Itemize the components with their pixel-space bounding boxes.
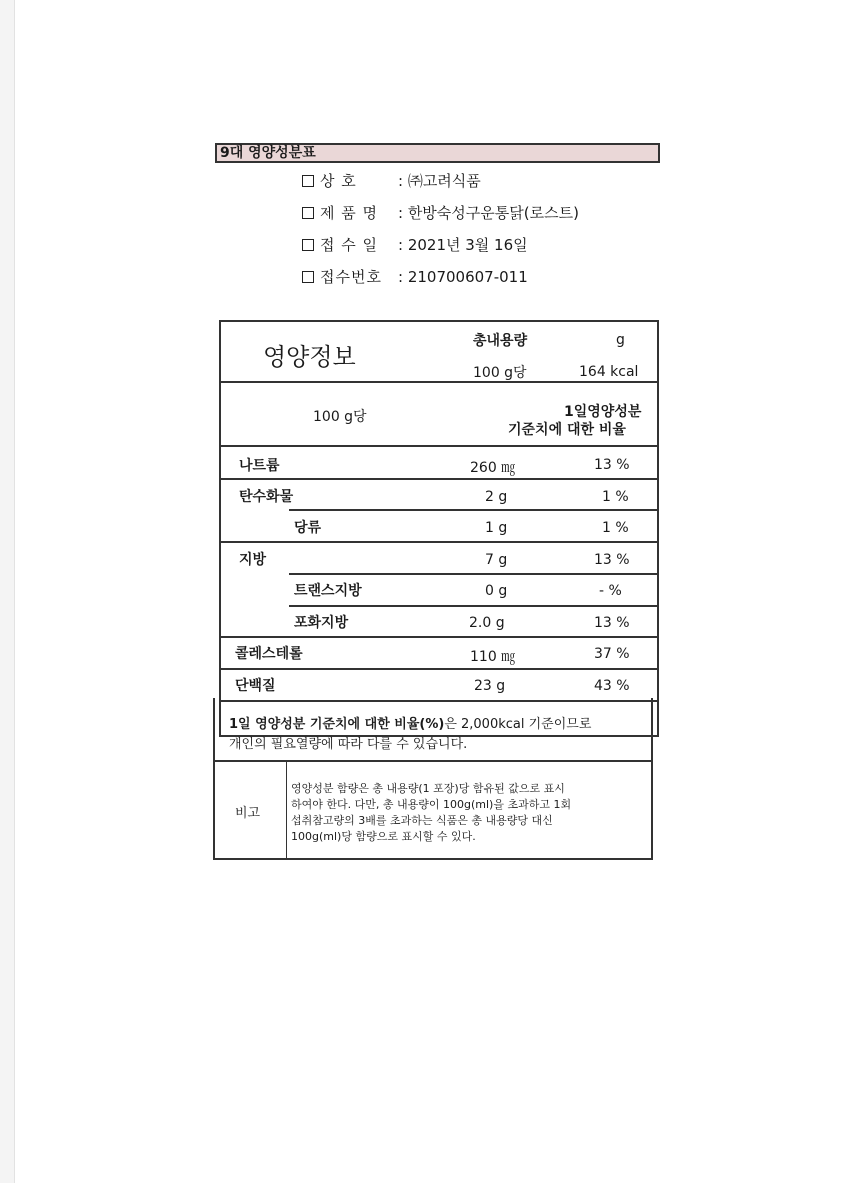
row-sugars-amount: 1 g [485,520,508,536]
checkbox-icon [302,207,314,219]
row-trans-fat-name: 트랜스지방 [294,583,362,599]
company-value: : ㈜고려식품 [398,172,481,190]
footnote-box [213,698,653,762]
remarks-box [213,760,653,860]
row-saturated-fat-name: 포화지방 [294,615,349,631]
footnote-line1 [229,713,591,732]
total-content-unit: g [616,332,625,348]
footnote-rest-text: 은 2,000kcal 기준이므로 [444,717,592,732]
footnote-bold-text: 1일 영양성분 기준치에 대한 비율(%) [229,717,445,732]
remarks-line: 섭취참고량의 3배를 초과하는 식품은 총 내용량당 대신 [291,814,553,827]
row-trans-fat-amount: 0 g [485,583,508,599]
divider [289,573,657,575]
row-trans-fat-percent: - % [599,583,622,599]
divider [221,381,657,383]
remarks-line: 영양성분 함량은 총 내용량(1 포장)당 함유된 값으로 표시 [291,782,565,795]
remarks-label: 비고 [235,806,261,821]
remarks-line: 100g(ml)당 함량으로 표시할 수 있다. [291,830,476,843]
row-protein-percent: 43 % [594,678,630,694]
row-saturated-fat-amount: 2.0 g [469,615,505,631]
row-cholesterol-amount: 110 ㎎ [470,649,516,665]
row-fat-percent: 13 % [594,552,630,568]
divider [221,541,657,543]
divider [221,668,657,670]
info-product-row [302,202,579,223]
row-cholesterol-percent: 37 % [594,646,630,662]
row-sugars-name: 당류 [294,520,322,536]
row-protein-amount: 23 g [474,678,506,694]
divider [221,445,657,447]
info-receipt-row [302,266,528,287]
divider [221,478,657,480]
divider [289,509,657,511]
kcal-value: 164 kcal [579,364,639,380]
remarks-line: 하여야 한다. 다만, 총 내용량이 100g(ml)을 초과하고 1회 [291,798,572,811]
row-carbohydrate-percent: 1 % [602,489,629,505]
row-sodium-amount: 260 ㎎ [470,460,516,476]
divider [286,762,287,858]
info-date-row [302,234,528,255]
row-sugars-percent: 1 % [602,520,629,536]
checkbox-icon [302,271,314,283]
nutrition-facts-table [219,320,659,737]
info-company-row [302,170,481,191]
product-label: 제 품 명 [320,204,379,222]
total-content-label: 총내용량 [473,333,528,349]
date-value: : 2021년 3월 16일 [398,236,528,254]
column-header-ratio-line1: 1일영양성분 [564,404,642,420]
column-header-ratio-line2: 기준치에 대한 비율 [508,422,626,438]
row-carbohydrate-amount: 2 g [485,489,508,505]
row-saturated-fat-percent: 13 % [594,615,630,631]
row-fat-amount: 7 g [485,552,508,568]
divider [221,636,657,638]
row-sodium-name: 나트륨 [239,458,280,474]
nutrition-heading: 영양정보 [263,343,356,371]
row-cholesterol-name: 콜레스테롤 [235,646,303,662]
column-header-per-100g: 100 g당 [313,409,367,425]
document-title: 9대 영양성분표 [215,143,660,163]
company-label: 상 호 [320,172,357,190]
row-sodium-percent: 13 % [594,457,630,473]
row-carbohydrate-name: 탄수화물 [239,489,294,505]
row-protein-name: 단백질 [235,678,276,694]
divider [289,605,657,607]
receipt-value: : 210700607-011 [398,268,528,286]
checkbox-icon [302,239,314,251]
checkbox-icon [302,175,314,187]
footnote-line2: 개인의 필요열량에 따라 다를 수 있습니다. [229,737,468,752]
per-100g-label: 100 g당 [473,365,527,381]
date-label: 접 수 일 [320,236,379,254]
row-fat-name: 지방 [239,552,267,568]
product-value: : 한방숙성구운통닭(로스트) [398,204,579,222]
receipt-label: 접수번호 [320,268,382,286]
